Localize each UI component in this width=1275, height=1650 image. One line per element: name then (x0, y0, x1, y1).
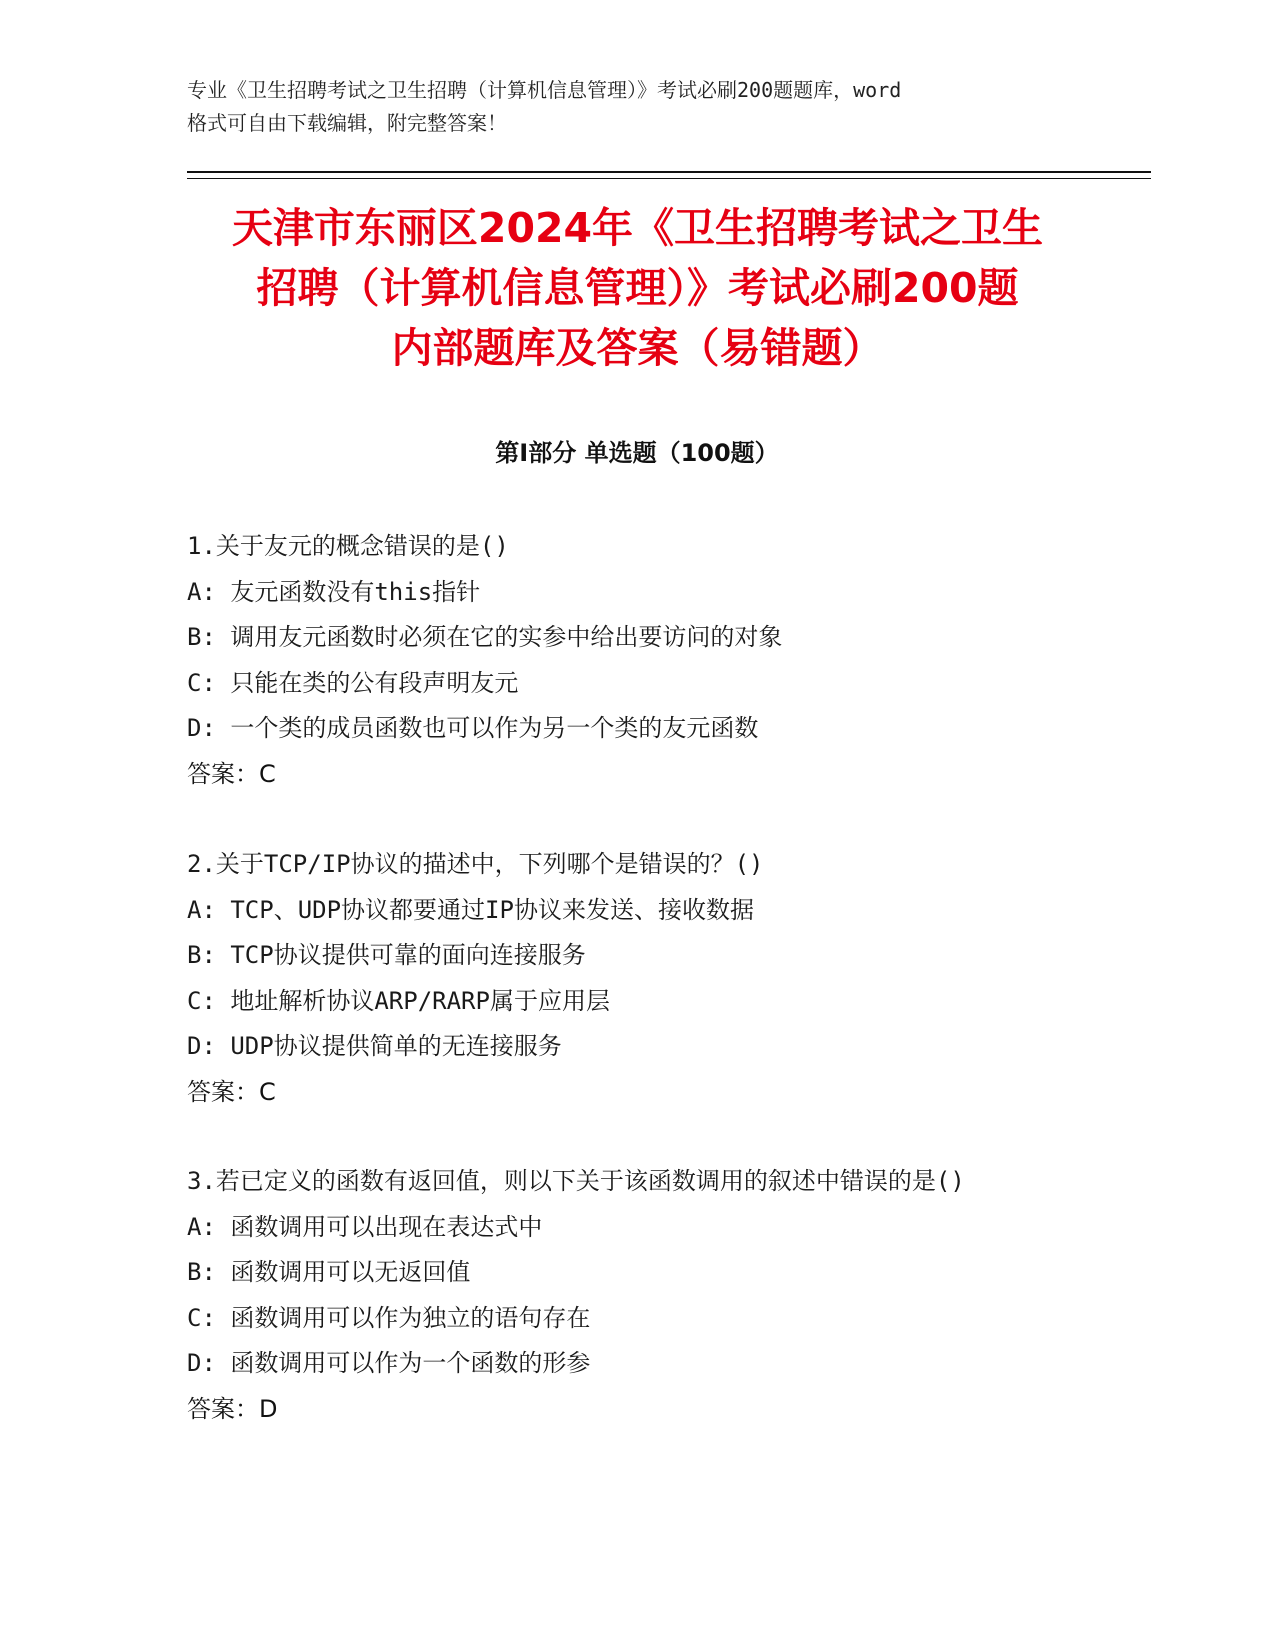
option-text: TCP、UDP协议都要通过IP协议来发送、接收数据 (230, 895, 754, 924)
option-b (187, 615, 1087, 661)
question-2 (187, 842, 1087, 1115)
question-1 (187, 524, 1087, 797)
option-d (187, 1024, 1087, 1070)
answer-label: 答案：C (187, 1077, 276, 1106)
answer-label: 答案：D (187, 1394, 278, 1423)
option-c (187, 661, 1087, 707)
header-divider-thick (187, 171, 1151, 173)
option-key: B: (187, 1258, 216, 1286)
question-stem: 1.关于友元的概念错误的是() (187, 532, 509, 560)
header-note (187, 74, 1087, 140)
section-heading: 第Ⅰ部分 单选题（100题） (495, 439, 779, 467)
header-note-line-1: 专业《卫生招聘考试之卫生招聘（计算机信息管理）》考试必刷200题题库，word (187, 78, 902, 102)
option-key: D: (187, 1349, 216, 1377)
document-title (160, 198, 1115, 378)
option-key: A: (187, 895, 216, 924)
option-key: C: (187, 668, 216, 697)
option-text: 函数调用可以作为独立的语句存在 (230, 1303, 591, 1332)
option-text: 只能在类的公有段声明友元 (230, 668, 519, 697)
option-text: TCP协议提供可靠的面向连接服务 (230, 941, 586, 969)
option-a (187, 1205, 1087, 1251)
option-c (187, 979, 1087, 1025)
document-title-line-1: 天津市东丽区2024年《卫生招聘考试之卫生 (231, 204, 1044, 252)
option-text: 一个类的成员函数也可以作为另一个类的友元函数 (230, 714, 759, 742)
option-b (187, 933, 1087, 979)
question-stem: 2.关于TCP/IP协议的描述中，下列哪个是错误的？() (187, 850, 764, 878)
option-key: A: (187, 577, 216, 606)
option-key: C: (187, 1303, 216, 1332)
option-text: 函数调用可以无返回值 (230, 1258, 471, 1286)
option-key: B: (187, 941, 216, 969)
option-text: 函数调用可以出现在表达式中 (230, 1212, 543, 1241)
option-key: C: (187, 986, 216, 1015)
header-divider-thin (187, 178, 1151, 179)
question-stem: 3.若已定义的函数有返回值，则以下关于该函数调用的叙述中错误的是() (187, 1167, 965, 1195)
option-key: A: (187, 1212, 216, 1241)
document-title-line-3: 内部题库及答案（易错题） (391, 324, 884, 372)
option-text: UDP协议提供简单的无连接服务 (230, 1032, 562, 1060)
answer-label: 答案：C (187, 759, 276, 788)
option-d (187, 706, 1087, 752)
option-text: 地址解析协议ARP/RARP属于应用层 (230, 986, 610, 1015)
question-3 (187, 1159, 1087, 1432)
option-text: 函数调用可以作为一个函数的形参 (230, 1349, 591, 1377)
option-text: 友元函数没有this指针 (230, 577, 481, 606)
option-d (187, 1341, 1087, 1387)
option-key: D: (187, 1032, 216, 1060)
option-key: B: (187, 623, 216, 651)
option-text: 调用友元函数时必须在它的实参中给出要访问的对象 (230, 623, 783, 651)
option-a (187, 570, 1087, 616)
option-c (187, 1296, 1087, 1342)
option-a (187, 888, 1087, 934)
document-title-line-2: 招聘（计算机信息管理）》考试必刷200题 (256, 264, 1019, 312)
header-note-line-2: 格式可自由下载编辑，附完整答案！ (187, 111, 507, 135)
option-key: D: (187, 714, 216, 742)
option-b (187, 1250, 1087, 1296)
